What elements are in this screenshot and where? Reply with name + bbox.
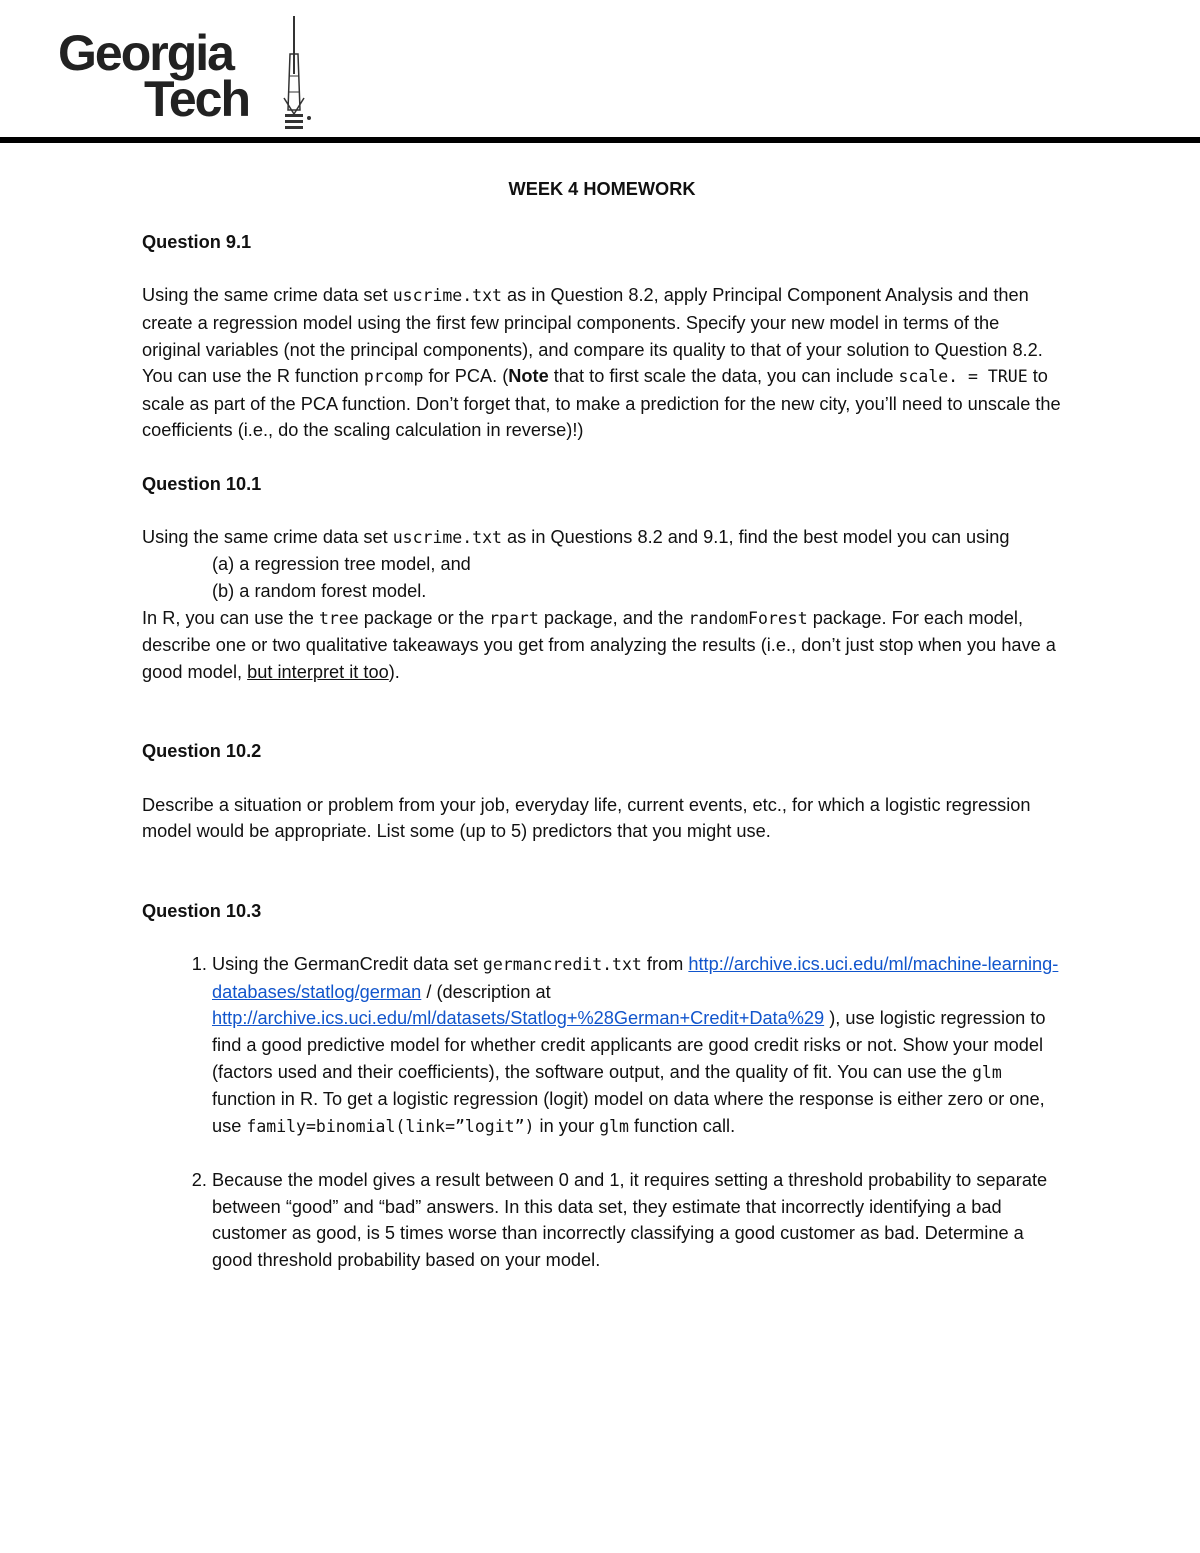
code-family-binomial: family=binomial(link=”logit”) <box>246 1116 535 1136</box>
question-10-3-list <box>142 951 1062 1273</box>
code-scale-true: scale. = TRUE <box>898 367 1028 387</box>
georgia-tech-logo <box>58 14 328 132</box>
header-rule <box>0 137 1200 143</box>
list-spacer <box>212 1140 1062 1167</box>
page-title: WEEK 4 HOMEWORK <box>508 179 696 199</box>
code-uscrime: uscrime.txt <box>392 286 502 306</box>
link-german-description[interactable]: http://archive.ics.uci.edu/ml/datasets/Statlog+%28German+Credit+Data%29 <box>212 1008 825 1029</box>
underlined-text: but interpret it too <box>247 661 389 682</box>
code-prcomp: prcomp <box>363 367 424 387</box>
code-tree: tree <box>318 608 359 628</box>
code-rpart: rpart <box>489 608 539 628</box>
question-10-2-body: Describe a situation or problem from your job, everyday life, current events, etc., for which a logistic regression model would be appropriate. List some (up to 5) predictors that you might use. <box>142 794 1031 842</box>
question-10-1-heading: Question 10.1 <box>142 473 262 494</box>
list-item-a: (a) a regression tree model, and <box>212 554 471 575</box>
logo-word-georgia: Georgia <box>58 25 233 81</box>
list-item-b: (b) a random forest model. <box>212 580 427 601</box>
list-item: 2. Because the model gives a result between 0 and 1, it requires setting a threshold probability to separate between “good” and “bad” answers. In this data set, they estimate that incorrectly identifying a bad customer as good, is 5 times worse than incorrectly classifying a good customer as bad. Determine a good threshold probability based on your model. <box>212 1167 1062 1273</box>
question-10-1-body: In R, you can use the tree package or the rpart package, and the randomForest package. For each model, describe one or two qualitative takeaways you get from analyzing the results (i.e., don’t just stop when you have a good model, but interpret it too). <box>142 607 1056 682</box>
code-randomforest: randomForest <box>688 608 808 628</box>
question-9-1-body: Using the same crime data set uscrime.txt as in Question 8.2, apply Principal Component Analysis and then create a regression model using the first few principal components. Specify your new model in terms of the original variables (not the principal components), and compare its quality to that of your solution to Question 8.2. You can use the R function prcomp for PCA. (Note that to first scale the data, you can include scale. = TRUE to scale as part of the PCA function. Don’t forget that, to make a prediction for the new city, you’ll need to unscale the coefficients (i.e., do the scaling calculation in reverse)!) <box>142 285 1061 441</box>
list-item: 1. Using the GermanCredit data set germancredit.txt from http://archive.ics.uci.edu/ml/machine-learning-databases/statlog/german / (description at http://archive.ics.uci.edu/ml/datasets/Statlog+%28German+Credit+Data%29 ), use logistic regression to find a good predictive model for whether credit applicants are good credit risks or not. Show your model (factors used and their coefficients), the software output, and the quality of fit. You can use the glm function in R. To get a logistic regression (logit) model on data where the response is either zero or one, use family=binomial(link=”logit”) in your glm function call. <box>212 951 1062 1140</box>
link-german-data[interactable]: http://archive.ics.uci.edu/ml/machine-learning-databases/statlog/german <box>212 954 1059 1002</box>
code-glm: glm <box>599 1116 629 1136</box>
tech-tower-icon <box>280 14 320 130</box>
document-body <box>142 176 1062 1273</box>
question-10-3-heading: Question 10.3 <box>142 901 262 922</box>
code-glm: glm <box>971 1062 1002 1082</box>
question-10-2-heading: Question 10.2 <box>142 741 262 762</box>
code-uscrime: uscrime.txt <box>392 527 502 547</box>
question-10-1-intro: Using the same crime data set uscrime.txt as in Questions 8.2 and 9.1, find the best model you can using <box>142 526 1010 547</box>
question-9-1-heading: Question 9.1 <box>142 232 252 253</box>
code-germancredit: germancredit.txt <box>482 955 642 975</box>
logo-word-tech: Tech <box>144 71 249 127</box>
